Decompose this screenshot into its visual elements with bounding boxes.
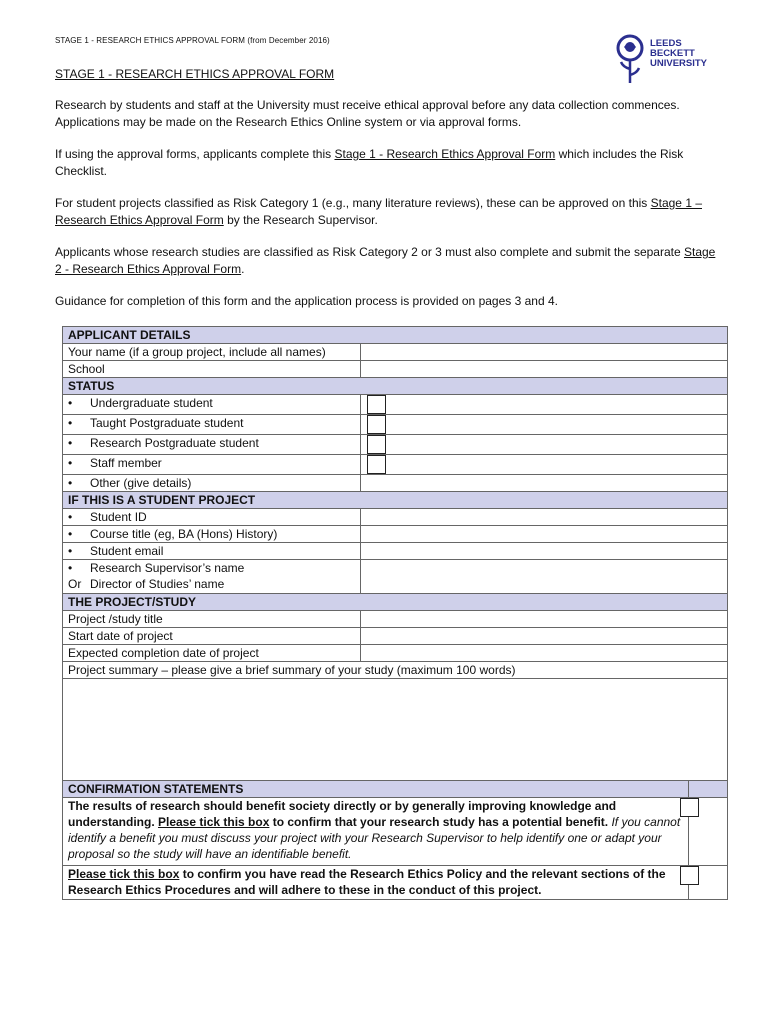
- section-status: STATUS: [63, 378, 728, 395]
- completion-date-label: Expected completion date of project: [63, 645, 361, 662]
- completion-date-field[interactable]: [361, 645, 728, 662]
- your-name-field[interactable]: [361, 344, 728, 361]
- student-email-label: • Student email: [63, 543, 361, 560]
- approval-form-table: [62, 326, 728, 900]
- student-email-field[interactable]: [361, 543, 728, 560]
- other-details-field[interactable]: [361, 475, 728, 492]
- intro-paragraph-4: Applicants whose research studies are classified as Risk Category 2 or 3 must also complete and submit the separate Stage 2 - Research Ethics Approval Form.: [55, 245, 716, 276]
- status-staff-member: • Staff member: [63, 455, 361, 475]
- school-label: School: [63, 361, 361, 378]
- section-student-project: IF THIS IS A STUDENT PROJECT: [63, 492, 728, 509]
- project-summary-label: Project summary – please give a brief summary of your study (maximum 100 words): [63, 662, 728, 679]
- supervisor-field[interactable]: [361, 560, 728, 594]
- project-title-field[interactable]: [361, 611, 728, 628]
- student-id-label: • Student ID: [63, 509, 361, 526]
- school-field[interactable]: [361, 361, 728, 378]
- section-confirmation-statements: CONFIRMATION STATEMENTS: [63, 781, 689, 798]
- intro-paragraph-3: For student projects classified as Risk Category 1 (e.g., many literature reviews), these can be approved on this Stage 1 – Research Ethics Approval Form by the Research Supervisor.: [55, 196, 702, 227]
- rose-icon: [614, 33, 648, 85]
- intro-paragraph-2: If using the approval forms, applicants complete this Stage 1 - Research Ethics Approval Form which includes the Risk Checklist.: [55, 147, 684, 178]
- research-postgraduate-checkbox[interactable]: [367, 435, 386, 454]
- supervisor-label: • Research Supervisor’s name Or Director of Studies’ name: [63, 560, 361, 594]
- staff-member-checkbox[interactable]: [367, 455, 386, 474]
- start-date-field[interactable]: [361, 628, 728, 645]
- project-title-label: Project /study title: [63, 611, 361, 628]
- status-research-postgraduate: • Research Postgraduate student: [63, 435, 361, 455]
- page-title: STAGE 1 - RESEARCH ETHICS APPROVAL FORM: [55, 67, 335, 81]
- university-logo: [614, 33, 714, 85]
- intro-paragraph-1: Research by students and staff at the University must receive ethical approval before any data collection commences. Applications may be made on the Research Ethics Online system or via approval forms.: [55, 98, 680, 129]
- confirmation-policy-text: Please tick this box to confirm you have read the Research Ethics Policy and the relevant sections of the Research Ethics Procedures and will adhere to these in the conduct of this project.: [63, 866, 689, 900]
- start-date-label: Start date of project: [63, 628, 361, 645]
- status-taught-postgraduate: • Taught Postgraduate student: [63, 415, 361, 435]
- project-summary-field[interactable]: [63, 679, 728, 781]
- intro-paragraph-5: Guidance for completion of this form and the application process is provided on pages 3 and 4.: [55, 294, 558, 308]
- taught-postgraduate-checkbox[interactable]: [367, 415, 386, 434]
- section-applicant-details: APPLICANT DETAILS: [63, 327, 728, 344]
- policy-confirm-checkbox[interactable]: [680, 866, 699, 885]
- running-header: STAGE 1 - RESEARCH ETHICS APPROVAL FORM (from December 2016): [55, 36, 330, 45]
- status-other: • Other (give details): [63, 475, 361, 492]
- logo-text: LEEDS BECKETT UNIVERSITY: [650, 38, 708, 69]
- confirmation-benefit-text: The results of research should benefit society directly or by generally improving knowledge and understanding. Please tick this box to confirm that your research study has a potential benefit. If you cannot identify a benefit you must discuss your project with your Research Supervisor to help identify one or adapt your proposal so the study will have an identifiable benefit.: [63, 798, 689, 866]
- section-project-study: THE PROJECT/STUDY: [63, 594, 728, 611]
- course-title-field[interactable]: [361, 526, 728, 543]
- status-undergraduate: • Undergraduate student: [63, 395, 361, 415]
- your-name-label: Your name (if a group project, include all names): [63, 344, 361, 361]
- benefit-confirm-checkbox[interactable]: [680, 798, 699, 817]
- course-title-label: • Course title (eg, BA (Hons) History): [63, 526, 361, 543]
- undergraduate-checkbox[interactable]: [367, 395, 386, 414]
- student-id-field[interactable]: [361, 509, 728, 526]
